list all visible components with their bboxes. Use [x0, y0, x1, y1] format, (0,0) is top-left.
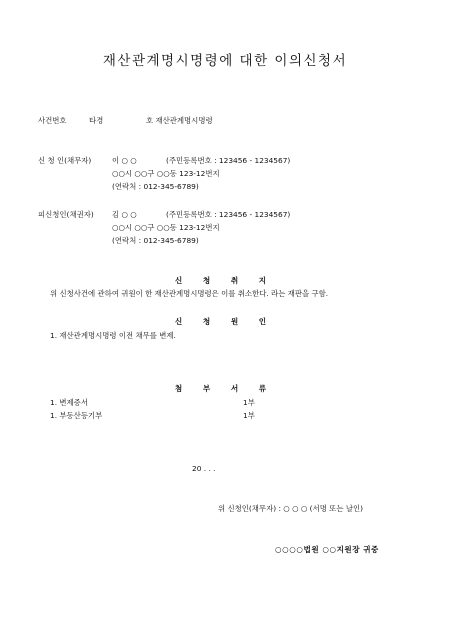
respondent-address: ○○시 ○○구 ○○동 123-12번지: [112, 223, 220, 232]
signature-line: 위 신청인(채무자) : ○ ○ ○ (서명 또는 날인): [218, 504, 363, 513]
respondent-contact: (연락처 : 012-345-6789): [112, 236, 199, 245]
applicant-address: ○○시 ○○구 ○○동 123-12번지: [112, 169, 220, 178]
respondent-name: 김 ○ ○: [112, 210, 137, 219]
applicant-contact: (연락처 : 012-345-6789): [112, 182, 199, 191]
purpose-heading: 신 청 취 지: [174, 276, 276, 285]
applicant-name: 이 ○ ○: [112, 156, 137, 165]
respondent-label: 피신청인(채권자): [38, 210, 94, 219]
case-number-suffix: 호 재산관계명시명령: [146, 116, 213, 125]
applicant-id: (주민등록번호 : 123456 - 1234567): [166, 156, 291, 165]
court-addressee: ○○○○법원 ○○지원장 귀중: [275, 545, 379, 554]
document-title: 재산관계명시명령에 대한 이의신청서: [102, 53, 348, 69]
attachment-item-name: 1. 부동산등기부: [50, 411, 103, 420]
attachment-item-count: 1부: [243, 398, 255, 407]
attachment-item-name: 1. 변제증서: [50, 398, 88, 407]
cause-text: 1. 재산관계명시명령 이전 채무를 변제.: [50, 331, 176, 340]
cause-heading: 신 청 원 인: [174, 317, 276, 326]
respondent-id: (주민등록번호 : 123456 - 1234567): [166, 210, 291, 219]
purpose-text: 위 신청사건에 관하여 귀원이 한 재산관계명시명령은 이를 취소한다. 라는 재판을 구함.: [50, 289, 329, 298]
case-number-prefix: 타경: [89, 116, 104, 125]
attachment-item-count: 1부: [243, 411, 255, 420]
application-date: 20 . . .: [192, 464, 216, 473]
attachments-heading: 첨 부 서 류: [174, 384, 276, 393]
case-number-label: 사건번호: [38, 116, 67, 125]
applicant-label: 신 청 인(채무자): [38, 156, 92, 165]
